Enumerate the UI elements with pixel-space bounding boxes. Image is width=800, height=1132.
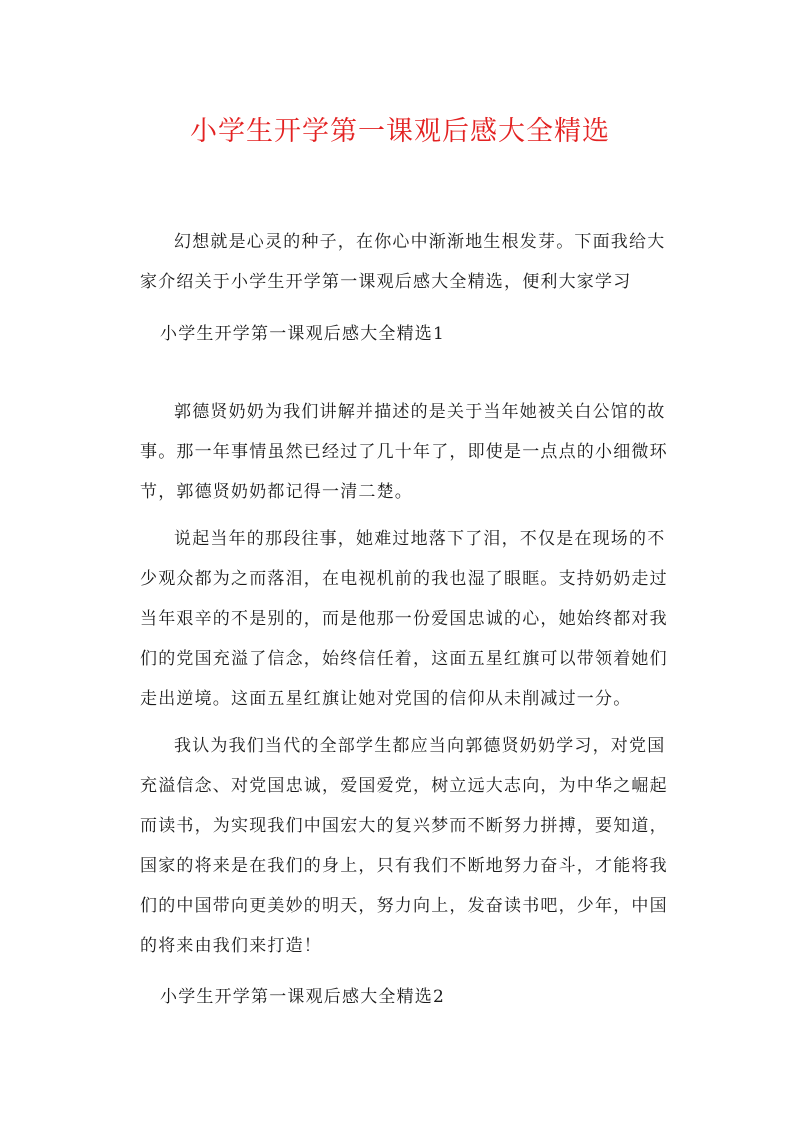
- section-heading-2: [140, 977, 670, 1017]
- paragraph-3: [140, 726, 670, 966]
- paragraph-1: [140, 392, 670, 512]
- intro-text: 幻想就是心灵的种子，在你心中渐渐地生根发芽。下面我给大家介绍关于小学生开学第一课观后感大全精选，便利大家学习: [140, 232, 666, 292]
- document-title: 小学生开学第一课观后感大全精选: [190, 116, 610, 147]
- section-heading-1: [140, 314, 670, 354]
- paragraph-3-text: 我认为我们当代的全部学生都应当向郭德贤奶奶学习，对党国充溢信念、对党国忠诚，爱国爱党，树立远大志向，为中华之崛起而读书，为实现我们中国宏大的复兴梦而不断努力拼搏，要知道，国家的将来是在我们的身上，只有我们不断地努力奋斗，才能将我们的中国带向更美妙的明天，努力向上，发奋读书吧，少年，中国的将来由我们来打造！: [140, 736, 668, 956]
- section-heading-1-text: 小学生开学第一课观后感大全精选1: [160, 324, 446, 344]
- paragraph-2: [140, 519, 670, 719]
- paragraph-1-text: 郭德贤奶奶为我们讲解并描述的是关于当年她被关白公馆的故事。那一年事情虽然已经过了几十年了，即使是一点点的小细微环节，郭德贤奶奶都记得一清二楚。: [140, 402, 668, 502]
- section-heading-2-text: 小学生开学第一课观后感大全精选2: [160, 987, 446, 1007]
- intro-paragraph: [140, 222, 670, 302]
- paragraph-2-text: 说起当年的那段往事，她难过地落下了泪，不仅是在现场的不少观众都为之而落泪，在电视机前的我也湿了眼眶。支持奶奶走过当年艰辛的不是别的，而是他那一份爱国忠诚的心，她始终都对我们的党国充溢了信念，始终信任着，这面五星红旗可以带领着她们走出逆境。这面五星红旗让她对党国的信仰从未削减过一分。: [140, 529, 668, 709]
